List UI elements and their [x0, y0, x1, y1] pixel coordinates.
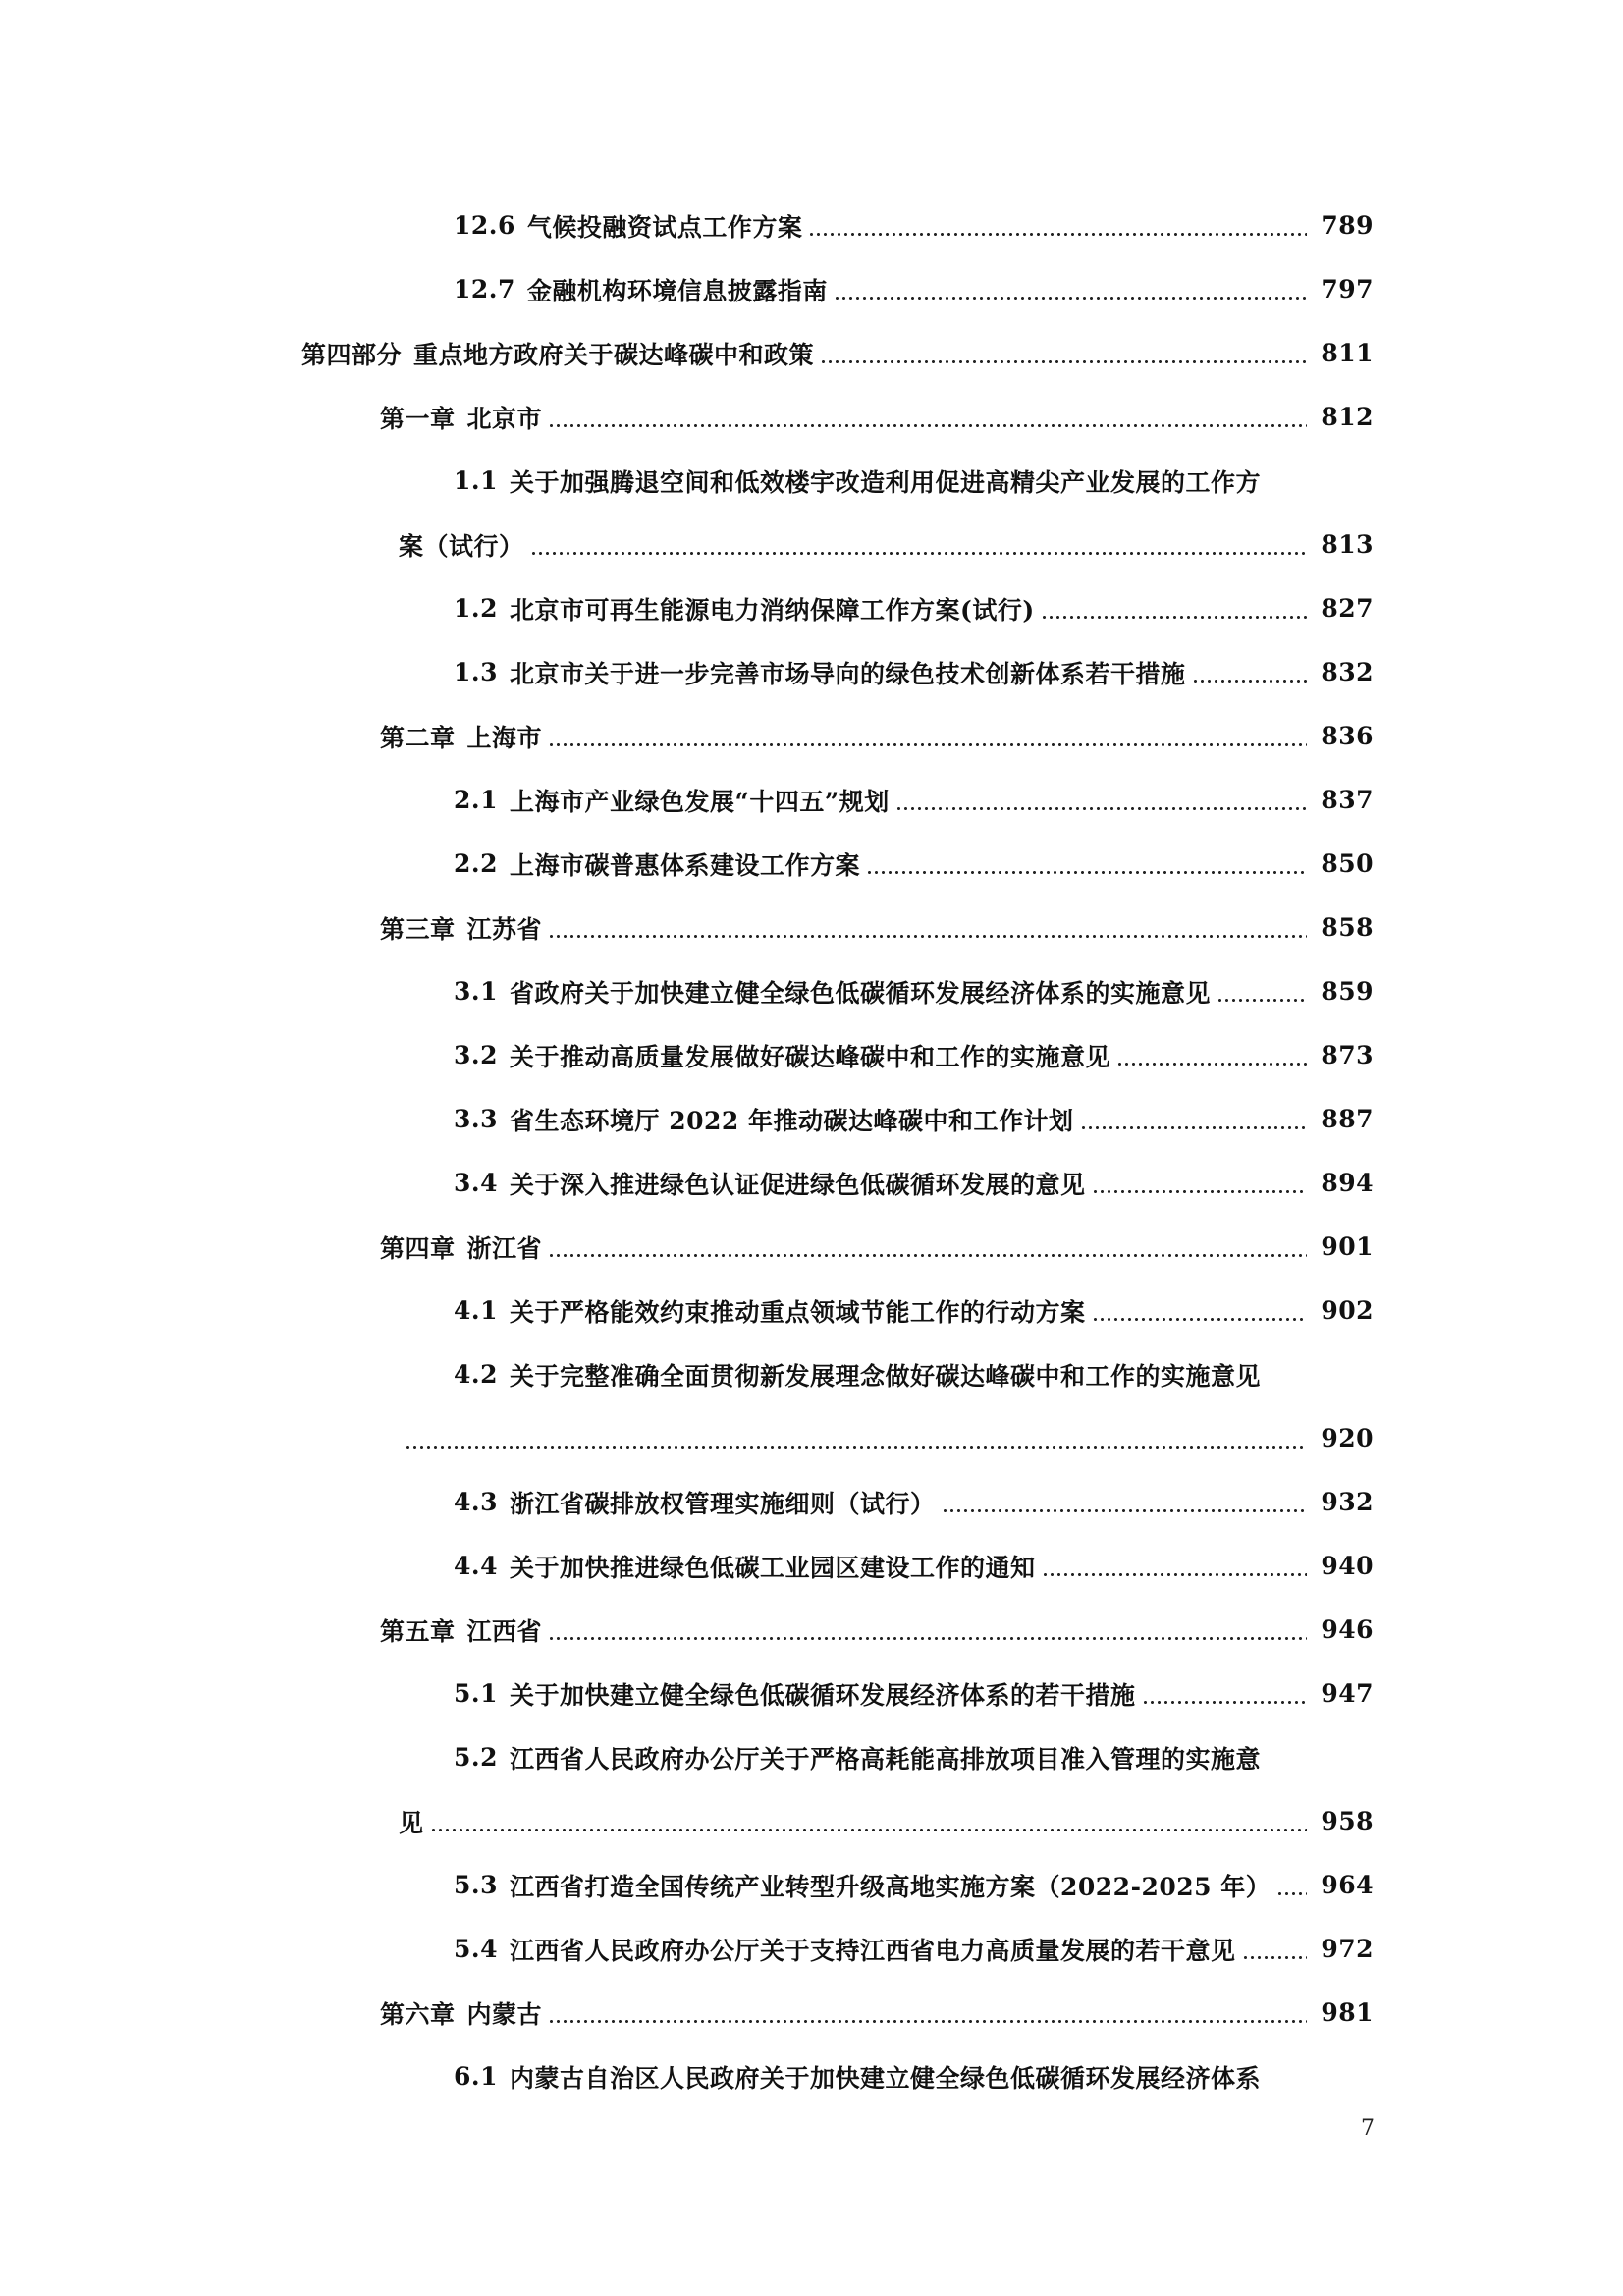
toc-entry-number: 12.6: [454, 211, 515, 240]
dot-leader: [548, 724, 1307, 748]
toc-entry-number: 3.1: [454, 977, 498, 1006]
toc-entry-page: 827: [1321, 594, 1374, 623]
toc-entry[interactable]: [0, 576, 1623, 640]
toc-entry-title: 北京市可再生能源电力消纳保障工作方案(试行): [510, 595, 1035, 625]
toc-entry-title: 关于加快建立健全绿色低碳循环发展经济体系的若干措施: [510, 1680, 1136, 1710]
dot-leader: [1080, 1107, 1308, 1131]
toc-entry[interactable]: [0, 1215, 1623, 1279]
toc-entry-title: 重点地方政府关于碳达峰碳中和政策: [413, 340, 815, 369]
toc-entry-page: 964: [1321, 1871, 1374, 1899]
toc-entry[interactable]: [0, 640, 1623, 704]
toc-entry-title: 金融机构环境信息披露指南: [526, 276, 828, 305]
toc-entry-number: 第五章: [380, 1616, 456, 1646]
toc-entry[interactable]: [0, 449, 1623, 513]
toc-entry-title: 上海市: [466, 723, 543, 752]
toc-entry-page: 813: [1321, 530, 1374, 559]
toc-entry-number: 4.1: [454, 1296, 498, 1325]
toc-entry-page: 902: [1321, 1296, 1374, 1325]
dot-leader: [895, 788, 1307, 812]
toc-entry[interactable]: [0, 2045, 1623, 2108]
dot-leader: [548, 405, 1307, 429]
toc-entry-title: 上海市产业绿色发展“十四五”规划: [510, 787, 890, 816]
toc-entry[interactable]: [0, 193, 1623, 257]
toc-entry-title: 江西省人民政府办公厅关于支持江西省电力高质量发展的若干意见: [510, 1936, 1236, 1965]
toc-entry[interactable]: [0, 832, 1623, 896]
toc-entry-title: 浙江省碳排放权管理实施细则（试行）: [510, 1489, 936, 1518]
toc-entry[interactable]: [0, 896, 1623, 959]
toc-entry-number: 3.2: [454, 1041, 498, 1069]
toc-entry[interactable]: [0, 1023, 1623, 1087]
dot-leader: [834, 277, 1307, 301]
toc-entry-page: 981: [1321, 1998, 1374, 2027]
toc-entry-title: 气候投融资试点工作方案: [526, 212, 803, 242]
toc-entry-number: 2.1: [454, 786, 498, 814]
dot-leader: [430, 1809, 1307, 1833]
toc-entry-page: 858: [1321, 913, 1374, 942]
toc-entry[interactable]: [0, 1789, 1623, 1853]
toc-entry[interactable]: [0, 1342, 1623, 1406]
toc-entry-page: 832: [1321, 658, 1374, 686]
toc-entry-title: 省生态环境厅 2022 年推动碳达峰碳中和工作计划: [510, 1106, 1074, 1135]
dot-leader: [820, 341, 1307, 365]
toc-entry-page: 958: [1321, 1807, 1374, 1835]
dot-leader: [808, 213, 1307, 238]
toc-entry-page: 811: [1321, 339, 1374, 367]
toc-entry-page: 859: [1321, 977, 1374, 1006]
toc-entry-number: 3.3: [454, 1105, 498, 1133]
toc-entry-page: 940: [1321, 1552, 1374, 1580]
toc-entry-page: 894: [1321, 1169, 1374, 1197]
toc-entry-title: 内蒙古自治区人民政府关于加快建立健全绿色低碳循环发展经济体系: [510, 2063, 1262, 2093]
toc-entry-page: 837: [1321, 786, 1374, 814]
dot-leader: [548, 1617, 1307, 1642]
toc-entry-number: 12.7: [454, 275, 515, 303]
toc-entry-title: 关于完整准确全面贯彻新发展理念做好碳达峰碳中和工作的实施意见: [510, 1361, 1262, 1391]
toc-entry-page: 836: [1321, 722, 1374, 750]
dot-leader: [1142, 1681, 1307, 1706]
toc-entry-page: 797: [1321, 275, 1374, 303]
toc-entry-title: 江苏省: [466, 914, 543, 944]
toc-entry-number: 5.1: [454, 1679, 498, 1708]
toc-entry-title: 案（试行）: [399, 531, 524, 561]
toc-entry-title: 江西省人民政府办公厅关于严格高耗能高排放项目准入管理的实施意: [510, 1744, 1262, 1774]
toc-entry[interactable]: [0, 1151, 1623, 1215]
toc-entry-number: 第四章: [380, 1233, 456, 1263]
toc-entry-number: 1.1: [454, 466, 498, 495]
toc-entry[interactable]: [0, 1279, 1623, 1342]
toc-entry[interactable]: [0, 257, 1623, 321]
dot-leader: [1092, 1298, 1307, 1323]
toc-entry-number: 4.2: [454, 1360, 498, 1389]
toc-entry-title: 北京市关于进一步完善市场导向的绿色技术创新体系若干措施: [510, 659, 1186, 688]
page-number: 7: [1361, 2116, 1375, 2141]
toc-entry[interactable]: [0, 1853, 1623, 1917]
toc-entry-number: 第二章: [380, 723, 456, 752]
toc-entry-title: 江西省: [466, 1616, 543, 1646]
dot-leader: [1242, 1937, 1307, 1961]
dot-leader: [405, 1426, 1307, 1450]
dot-leader: [548, 2000, 1307, 2025]
toc-entry[interactable]: [0, 321, 1623, 385]
toc-entry[interactable]: [0, 768, 1623, 832]
toc-entry-page: 932: [1321, 1488, 1374, 1516]
toc-entry-page: 887: [1321, 1105, 1374, 1133]
toc-entry-page: 901: [1321, 1232, 1374, 1261]
toc-entry-title: 上海市碳普惠体系建设工作方案: [510, 850, 861, 880]
toc-entry-page: 873: [1321, 1041, 1374, 1069]
toc-entry-page: 850: [1321, 849, 1374, 878]
toc-entry-number: 4.4: [454, 1552, 498, 1580]
toc-entry[interactable]: [0, 1917, 1623, 1981]
toc-entry-title: 江西省打造全国传统产业转型升级高地实施方案（2022-2025 年）: [510, 1872, 1271, 1901]
toc-entry-number: 第四部分: [301, 340, 403, 369]
toc-entry-title: 省政府关于加快建立健全绿色低碳循环发展经济体系的实施意见: [510, 978, 1212, 1008]
toc-entry[interactable]: [0, 1725, 1623, 1789]
toc-entry-title: 关于加强腾退空间和低效楼宇改造利用促进高精尖产业发展的工作方: [510, 467, 1262, 497]
toc-entry[interactable]: [0, 1981, 1623, 2045]
toc-entry[interactable]: [0, 1470, 1623, 1534]
toc-entry-number: 3.4: [454, 1169, 498, 1197]
toc-entry[interactable]: [0, 704, 1623, 768]
toc-entry[interactable]: [0, 513, 1623, 576]
toc-entry[interactable]: [0, 959, 1623, 1023]
toc-entry-title: 关于深入推进绿色认证促进绿色低碳循环发展的意见: [510, 1170, 1086, 1199]
toc-entry-page: 789: [1321, 211, 1374, 240]
dot-leader: [942, 1490, 1307, 1514]
dot-leader: [530, 532, 1307, 557]
toc-entry-number: 第六章: [380, 1999, 456, 2029]
toc-entry-number: 5.2: [454, 1743, 498, 1772]
toc-entry-number: 5.4: [454, 1935, 498, 1963]
table-of-contents: [0, 193, 1623, 2108]
toc-entry-page: 972: [1321, 1935, 1374, 1963]
dot-leader: [866, 851, 1307, 876]
dot-leader: [548, 915, 1307, 940]
toc-entry-page: 946: [1321, 1615, 1374, 1644]
toc-entry-number: 2.2: [454, 849, 498, 878]
toc-entry[interactable]: [0, 1406, 1623, 1470]
dot-leader: [1116, 1043, 1307, 1067]
toc-entry-page: 947: [1321, 1679, 1374, 1708]
toc-entry-title: 北京市: [466, 404, 543, 433]
toc-entry-title: 关于加快推进绿色低碳工业园区建设工作的通知: [510, 1553, 1036, 1582]
toc-entry-number: 第一章: [380, 404, 456, 433]
toc-entry[interactable]: [0, 385, 1623, 449]
toc-entry-number: 5.3: [454, 1871, 498, 1899]
toc-entry[interactable]: [0, 1662, 1623, 1725]
toc-entry[interactable]: [0, 1087, 1623, 1151]
toc-entry-page: 920: [1321, 1424, 1374, 1452]
toc-entry[interactable]: [0, 1534, 1623, 1598]
toc-entry-number: 1.2: [454, 594, 498, 623]
toc-entry-title: 关于严格能效约束推动重点领域节能工作的行动方案: [510, 1297, 1086, 1327]
dot-leader: [1192, 660, 1307, 684]
toc-entry-title: 关于推动高质量发展做好碳达峰碳中和工作的实施意见: [510, 1042, 1111, 1071]
toc-entry-title: 浙江省: [466, 1233, 543, 1263]
dot-leader: [1041, 596, 1307, 621]
toc-entry-title: 内蒙古: [466, 1999, 543, 2029]
toc-entry-number: 1.3: [454, 658, 498, 686]
toc-entry-number: 6.1: [454, 2062, 498, 2091]
dot-leader: [1217, 979, 1307, 1004]
dot-leader: [1092, 1171, 1307, 1195]
dot-leader: [1276, 1873, 1307, 1897]
toc-entry-number: 4.3: [454, 1488, 498, 1516]
toc-entry-page: 812: [1321, 403, 1374, 431]
toc-entry-title: 见: [399, 1808, 424, 1837]
toc-entry-number: 第三章: [380, 914, 456, 944]
dot-leader: [1042, 1554, 1307, 1578]
toc-entry[interactable]: [0, 1598, 1623, 1662]
dot-leader: [548, 1234, 1307, 1259]
